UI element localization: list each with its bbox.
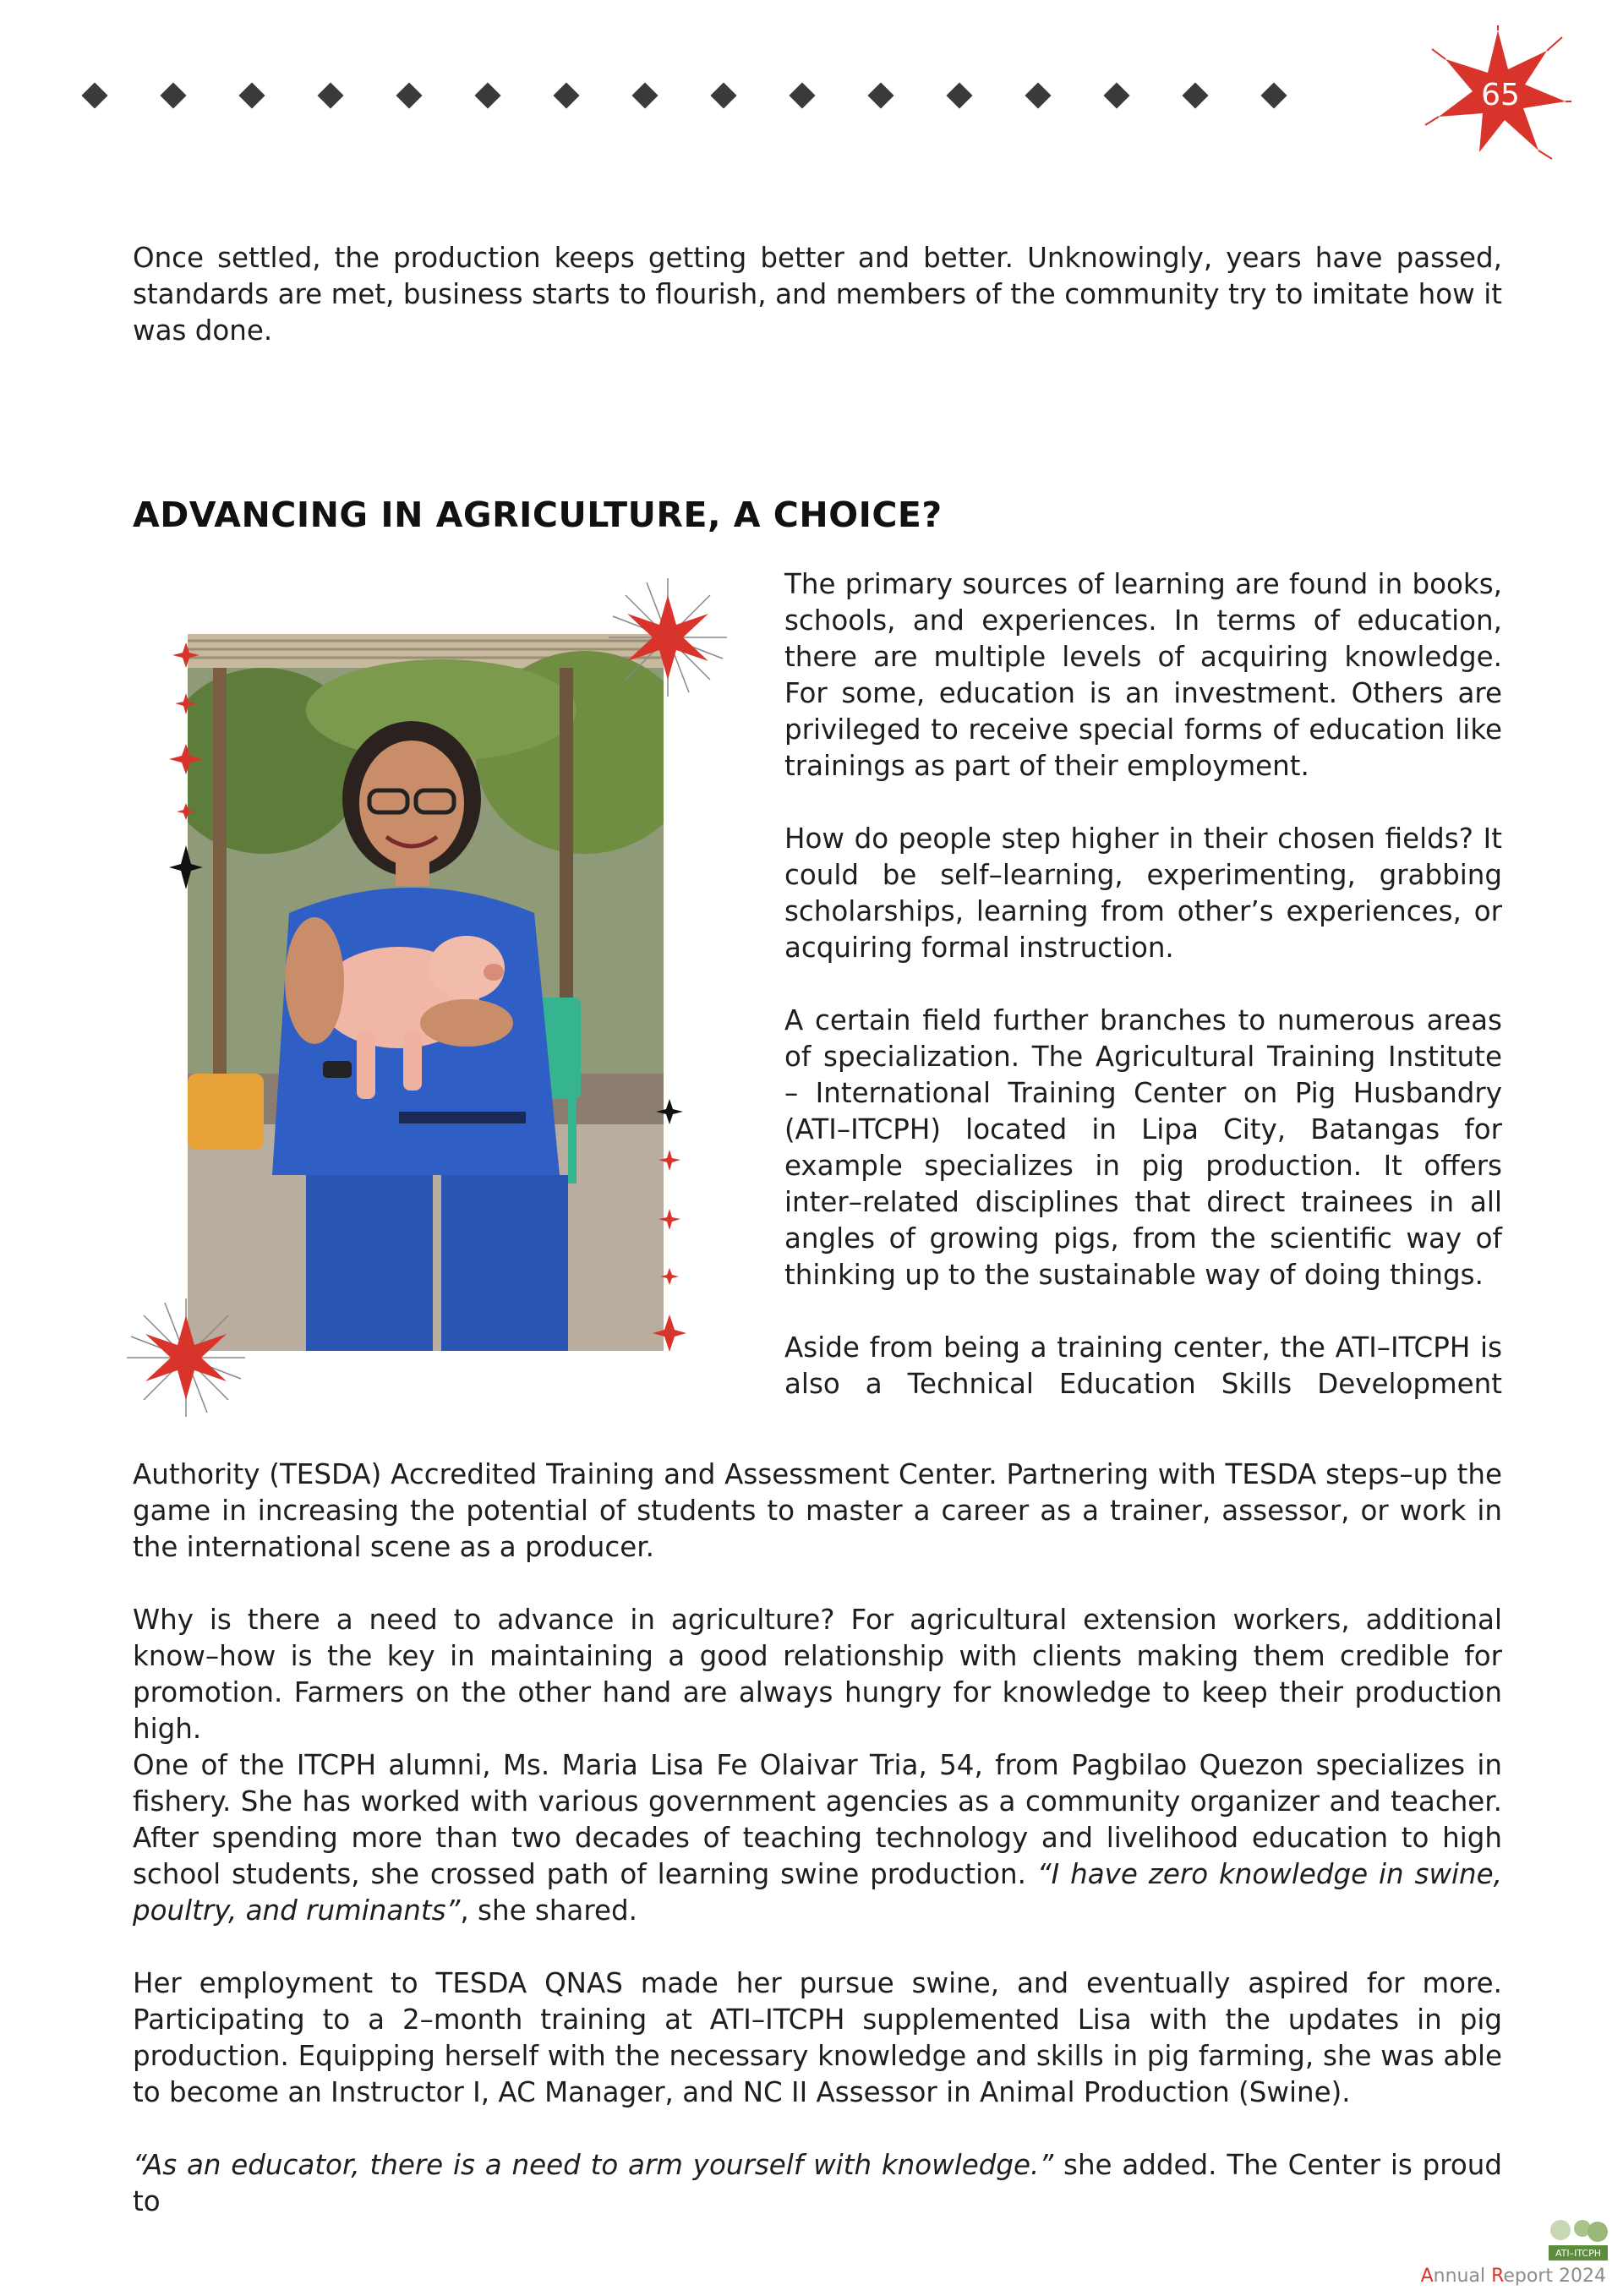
starburst-icon-bottom-left	[127, 1298, 245, 1417]
header-diamond	[396, 82, 422, 108]
header-diamond	[81, 82, 107, 108]
header-diamond-row	[85, 86, 1320, 112]
header-diamond	[474, 82, 500, 108]
alumni-paragraph	[133, 1747, 1502, 1929]
header-diamond	[1025, 82, 1051, 108]
logo-label: ATI–ITCPH	[1555, 2248, 1602, 2259]
educator-quote: “As an educator, there is a need to arm yourself with knowledge.”	[133, 2149, 1054, 2181]
small-stars-right-icon	[653, 1099, 686, 1353]
small-stars-left-icon	[169, 642, 203, 896]
header-diamond	[238, 82, 265, 108]
header-diamond	[710, 82, 736, 108]
section-heading: ADVANCING IN AGRICULTURE, A CHOICE?	[133, 495, 943, 535]
right-paragraph-3: A certain field further branches to numerous areas of specialization. The Agricultural Training Institute – International Training Center on Pig Husbandry (ATI–ITCPH) located in Lipa City, Batangas for example specializes in pig production. It offers inter–related disciplines that direct trainees in all angles of growing pigs, from the scientific way of thinking up to the sustainable way of doing things.	[784, 1004, 1502, 1291]
header-diamond	[160, 82, 186, 108]
full-paragraph-2: Why is there a need to advance in agriculture? For agricultural extension workers, additional know–how is the key in maintaining a good relationship with clients making them credible for promotion. Farmers on the other hand are always hungry for knowledge to keep their production high.	[133, 1604, 1502, 1745]
header-diamond	[631, 82, 658, 108]
right-paragraph-2: How do people step higher in their chosen fields? It could be self–learning, experimenting, grabbing scholarships, learning from other’s experiences, or acquiring formal instruction.	[784, 823, 1502, 964]
header-diamond	[789, 82, 815, 108]
photo-illustration	[188, 634, 664, 1351]
header-diamond	[317, 82, 343, 108]
header-diamond	[1182, 82, 1208, 108]
final-paragraph	[133, 2147, 1502, 2220]
starburst-icon	[609, 578, 727, 697]
alumni-text: One of the ITCPH alumni, Ms. Maria Lisa Fe Olaivar Tria, 54, from Pagbilao Quezon specializes in fishery. She has worked with various government agencies as a community organizer and teacher. After spending more than two decades of teaching technology and livelihood education to high school students, she crossed path of learning swine production.	[133, 1749, 1502, 1890]
header-diamond	[867, 82, 893, 108]
employment-paragraph: Her employment to TESDA QNAS made her pursue swine, and eventually aspired for more. Participating to a 2–month training at ATI–ITCPH supplemented Lisa with the updates in pig production. Equipping herself with the necessary knowledge and skills in pig farming, she was able to become an Instructor I, AC Manager, and NC II Assessor in Animal Production (Swine).	[133, 1967, 1502, 2108]
alumni-tail: , she shared.	[460, 1894, 637, 1927]
alumni-quote: “I have zero knowledge in swine, poultry, and ruminants”	[133, 1858, 1502, 1927]
right-paragraph-1: The primary sources of learning are found in books, schools, and experiences. In terms of education, there are multiple levels of acquiring knowledge. For some, education is an investment. Others are privileged to receive special forms of education like trainings as part of their employment.	[784, 568, 1502, 782]
header-diamond	[553, 82, 579, 108]
annual-report-label: Annual Report 2024	[1420, 2266, 1606, 2287]
final-tail: she added. The Center is proud to	[133, 2149, 1502, 2217]
intro-paragraph: Once settled, the production keeps getting better and better. Unknowingly, years have passed, standards are met, business starts to flourish, and members of the community try to imitate how it was done.	[133, 242, 1502, 347]
header-diamond	[1103, 82, 1129, 108]
full-paragraph-1: Authority (TESDA) Accredited Training and Assessment Center. Partnering with TESDA steps–up the game in increasing the potential of students to master a career as a trainer, assessor, or work in the international scene as a producer.	[133, 1458, 1502, 1563]
ati-itcph-logo	[1545, 2217, 1611, 2264]
page-number: 65	[1481, 78, 1520, 112]
right-paragraph-4: Aside from being a training center, the ATI–ITCPH is also a Technical Education Skills Development	[784, 1331, 1502, 1400]
header-diamond	[946, 82, 972, 108]
header-diamond	[1260, 82, 1287, 108]
photo-woman-holding-piglet	[188, 634, 664, 1351]
